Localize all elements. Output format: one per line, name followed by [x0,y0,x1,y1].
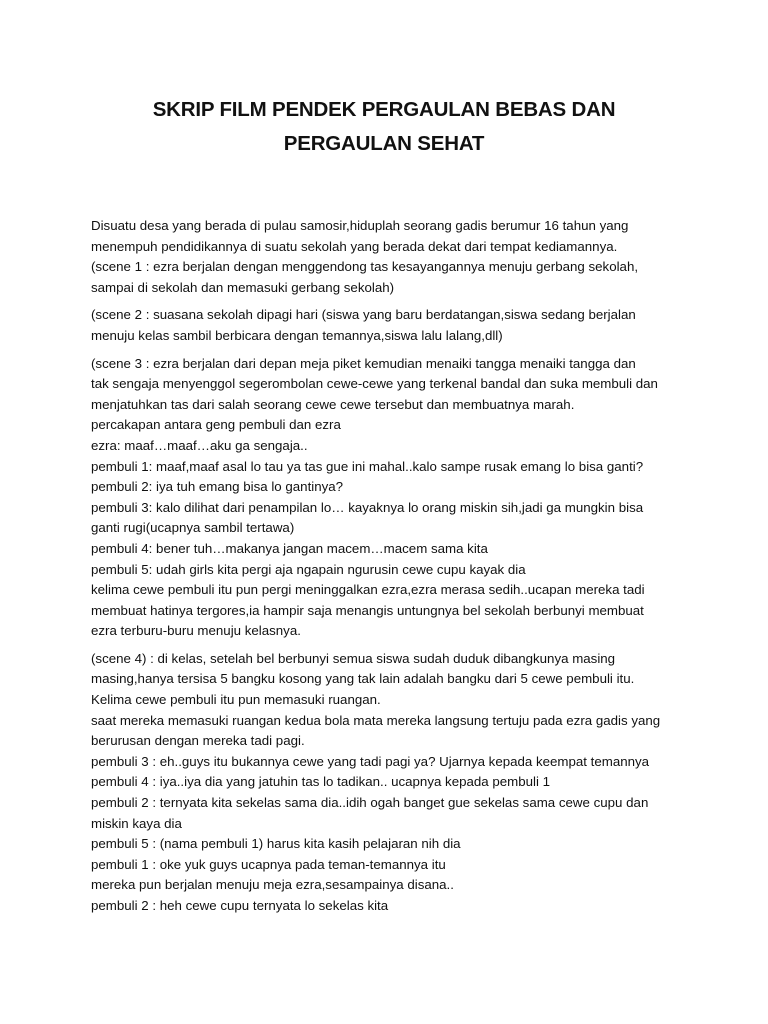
text-line: miskin kaya dia [91,815,182,831]
text-line: pembuli 5: udah girls kita pergi aja ngapain ngurusin cewe cupu kayak dia [91,561,526,577]
text-line: pembuli 4: bener tuh…makanya jangan macem…macem sama kita [91,540,488,556]
text-line: pembuli 1 : oke yuk guys ucapnya pada teman-temannya itu [91,856,446,872]
text-line: menempuh pendidikannya di suatu sekolah yang berada dekat dari tempat kediamannya. [91,238,618,254]
paragraph-scene-3 [91,354,691,642]
text-line: saat mereka memasuki ruangan kedua bola mata mereka langsung tertuju pada ezra gadis yang [91,712,661,728]
text-line: percakapan antara geng pembuli dan ezra [91,417,341,433]
text-line: Kelima cewe pembuli itu pun memasuki ruangan. [91,692,381,708]
text-line: berurusan dengan mereka tadi pagi. [91,733,305,749]
text-line: membuat hatinya tergores,ia hampir saja menangis untungnya bel sekolah berbunyi membuat [91,602,644,618]
text-line: pembuli 1: maaf,maaf asal lo tau ya tas gue ini mahal..kalo sampe rusak emang lo bisa ganti? [91,458,644,474]
text-line: ezra terburu-buru menuju kelasnya. [91,623,301,639]
paragraph-scene-2 [91,305,691,346]
text-line: mereka pun berjalan menuju meja ezra,sesampainya disana.. [91,877,454,893]
text-line: tak sengaja menyenggol segerombolan cewe-cewe yang terkenal bandal dan suka membuli dan [91,376,658,392]
title-line: PERGAULAN SEHAT [283,132,485,155]
text-line: menjatuhkan tas dari salah seorang cewe cewe tersebut dan membuatnya marah. [91,396,575,412]
text-line: Disuatu desa yang berada di pulau samosir,hiduplah seorang gadis berumur 16 tahun yang [91,218,629,233]
document-title [60,93,708,161]
text-line: pembuli 5 : (nama pembuli 1) harus kita kasih pelajaran nih dia [91,836,461,852]
text-line: (scene 2 : suasana sekolah dipagi hari (siswa yang baru berdatangan,siswa sedang berjalan [91,307,636,323]
text-line: (scene 1 : ezra berjalan dengan menggendong tas kesayangannya menuju gerbang sekolah, [91,259,639,275]
paragraph-intro [91,216,691,298]
text-line: pembuli 3: kalo dilihat dari penampilan lo… kayaknya lo orang miskin sih,jadi ga mungkin bisa [91,499,644,515]
text-line: pembuli 3 : eh..guys itu bukannya cewe yang tadi pagi ya? Ujarnya kepada keempat temannya [91,753,650,769]
text-line: masing,hanya tersisa 5 bangku kosong yang tak lain adalah bangku dari 5 cewe pembuli itu. [91,671,635,687]
paragraph-scene-4 [91,649,691,917]
text-line: pembuli 4 : iya..iya dia yang jatuhin tas lo tadikan.. ucapnya kepada pembuli 1 [91,774,551,790]
title-line: SKRIP FILM PENDEK PERGAULAN BEBAS DAN [152,98,616,121]
text-line: pembuli 2 : ternyata kita sekelas sama dia..idih ogah banget gue sekelas sama cewe cupu dan [91,795,649,811]
text-line: sampai di sekolah dan memasuki gerbang sekolah) [91,279,395,295]
text-line: menuju kelas sambil berbicara dengan temannya,siswa lalu lalang,dll) [91,327,503,343]
text-line: (scene 3 : ezra berjalan dari depan meja piket kemudian menaiki tangga menaiki tangga dan [91,355,636,371]
text-line: ezra: maaf…maaf…aku ga sengaja.. [91,437,308,453]
text-line: ganti rugi(ucapnya sambil tertawa) [91,520,295,536]
text-line: pembuli 2 : heh cewe cupu ternyata lo sekelas kita [91,898,389,913]
text-line: kelima cewe pembuli itu pun pergi meninggalkan ezra,ezra merasa sedih..ucapan mereka tadi [91,582,645,598]
text-line: (scene 4) : di kelas, setelah bel berbunyi semua siswa sudah duduk dibangkunya masing [91,650,616,666]
document-body [91,216,691,924]
text-line: pembuli 2: iya tuh emang bisa lo gantinya? [91,479,344,495]
